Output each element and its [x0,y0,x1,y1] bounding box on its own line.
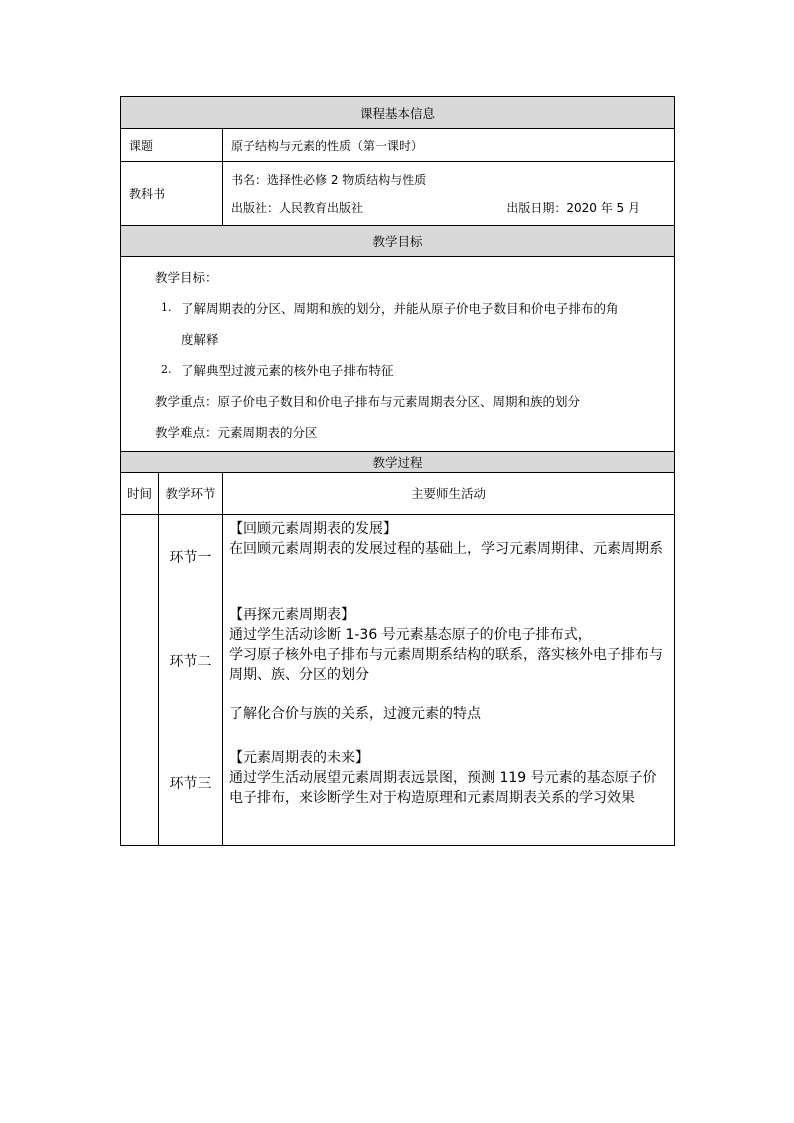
difficulty: 教学难点：元素周期表的分区 [155,424,318,440]
objective-text: 了解周期表的分区、周期和族的划分，并能从原子价电子数目和价电子排布的角 [181,300,619,316]
objective-item-1 [155,292,666,323]
objectives-body [121,257,675,452]
objective-number: 2. [161,363,172,376]
stage-2-title: 【再探元素周期表】 [229,607,355,623]
textbook-label: 教科书 [121,162,223,226]
spacer [229,685,668,704]
activity-column [223,515,675,846]
objective-number: 1. [161,301,172,314]
stage-2-text-2: 学习原子核外电子排布与元素周期系结构的联系，落实核外电子排布与周期、族、分区的划分 [229,647,663,683]
stage-2-label: 环节二 [169,654,212,670]
textbook-info [223,162,675,226]
stage-1-label: 环节一 [169,550,212,566]
stage-1-title: 【回顾元素周期表的发展】 [229,521,397,537]
stage-column [159,515,223,846]
key-point: 教学重点：原子价电子数目和价电子排布与元素周期表分区、周期和族的划分 [155,393,581,409]
stage-2-text-1: 通过学生活动诊断 1-36 号元素基态原子的价电子排布式， [229,627,592,643]
column-header-time: 时间 [121,473,159,515]
basic-info-header: 课程基本信息 [121,97,675,129]
topic-value: 原子结构与元素的性质（第一课时） [223,129,675,162]
objective-item-2 [155,354,666,385]
objectives-intro: 教学目标： [155,269,218,285]
column-header-activity: 主要师生活动 [223,473,675,515]
stage-3-title: 【元素周期表的未来】 [229,750,369,766]
lesson-plan-document [120,96,674,846]
stage-1-text: 在回顾元素周期表的发展过程的基础上，学习元素周期律、元素周期系 [229,541,663,557]
publication-date: 出版日期：2020 年 5 月 [506,201,641,215]
topic-label: 课题 [121,129,223,162]
stage-2-extra: 了解化合价与族的关系，过渡元素的特点 [229,706,481,722]
publisher: 出版社：人民教育出版社 [231,201,364,215]
process-header: 教学过程 [121,452,675,473]
objective-text: 了解典型过渡元素的核外电子排布特征 [181,362,394,378]
objectives-header: 教学目标 [121,226,675,257]
spacer [229,724,668,748]
book-name: 书名：选择性必修 2 物质结构与性质 [231,173,427,187]
stage-3-text: 通过学生活动展望元素周期表远景图，预测 119 号元素的基态原子价电子排布，来诊断学生对于构造原理和元素周期表关系的学习效果 [229,770,657,806]
lesson-plan-table [120,96,675,846]
stage-3-label: 环节三 [169,776,212,792]
column-header-stage: 教学环节 [159,473,223,515]
objective-item-1-continuation: 度解释 [181,331,219,347]
time-cell [121,515,159,846]
